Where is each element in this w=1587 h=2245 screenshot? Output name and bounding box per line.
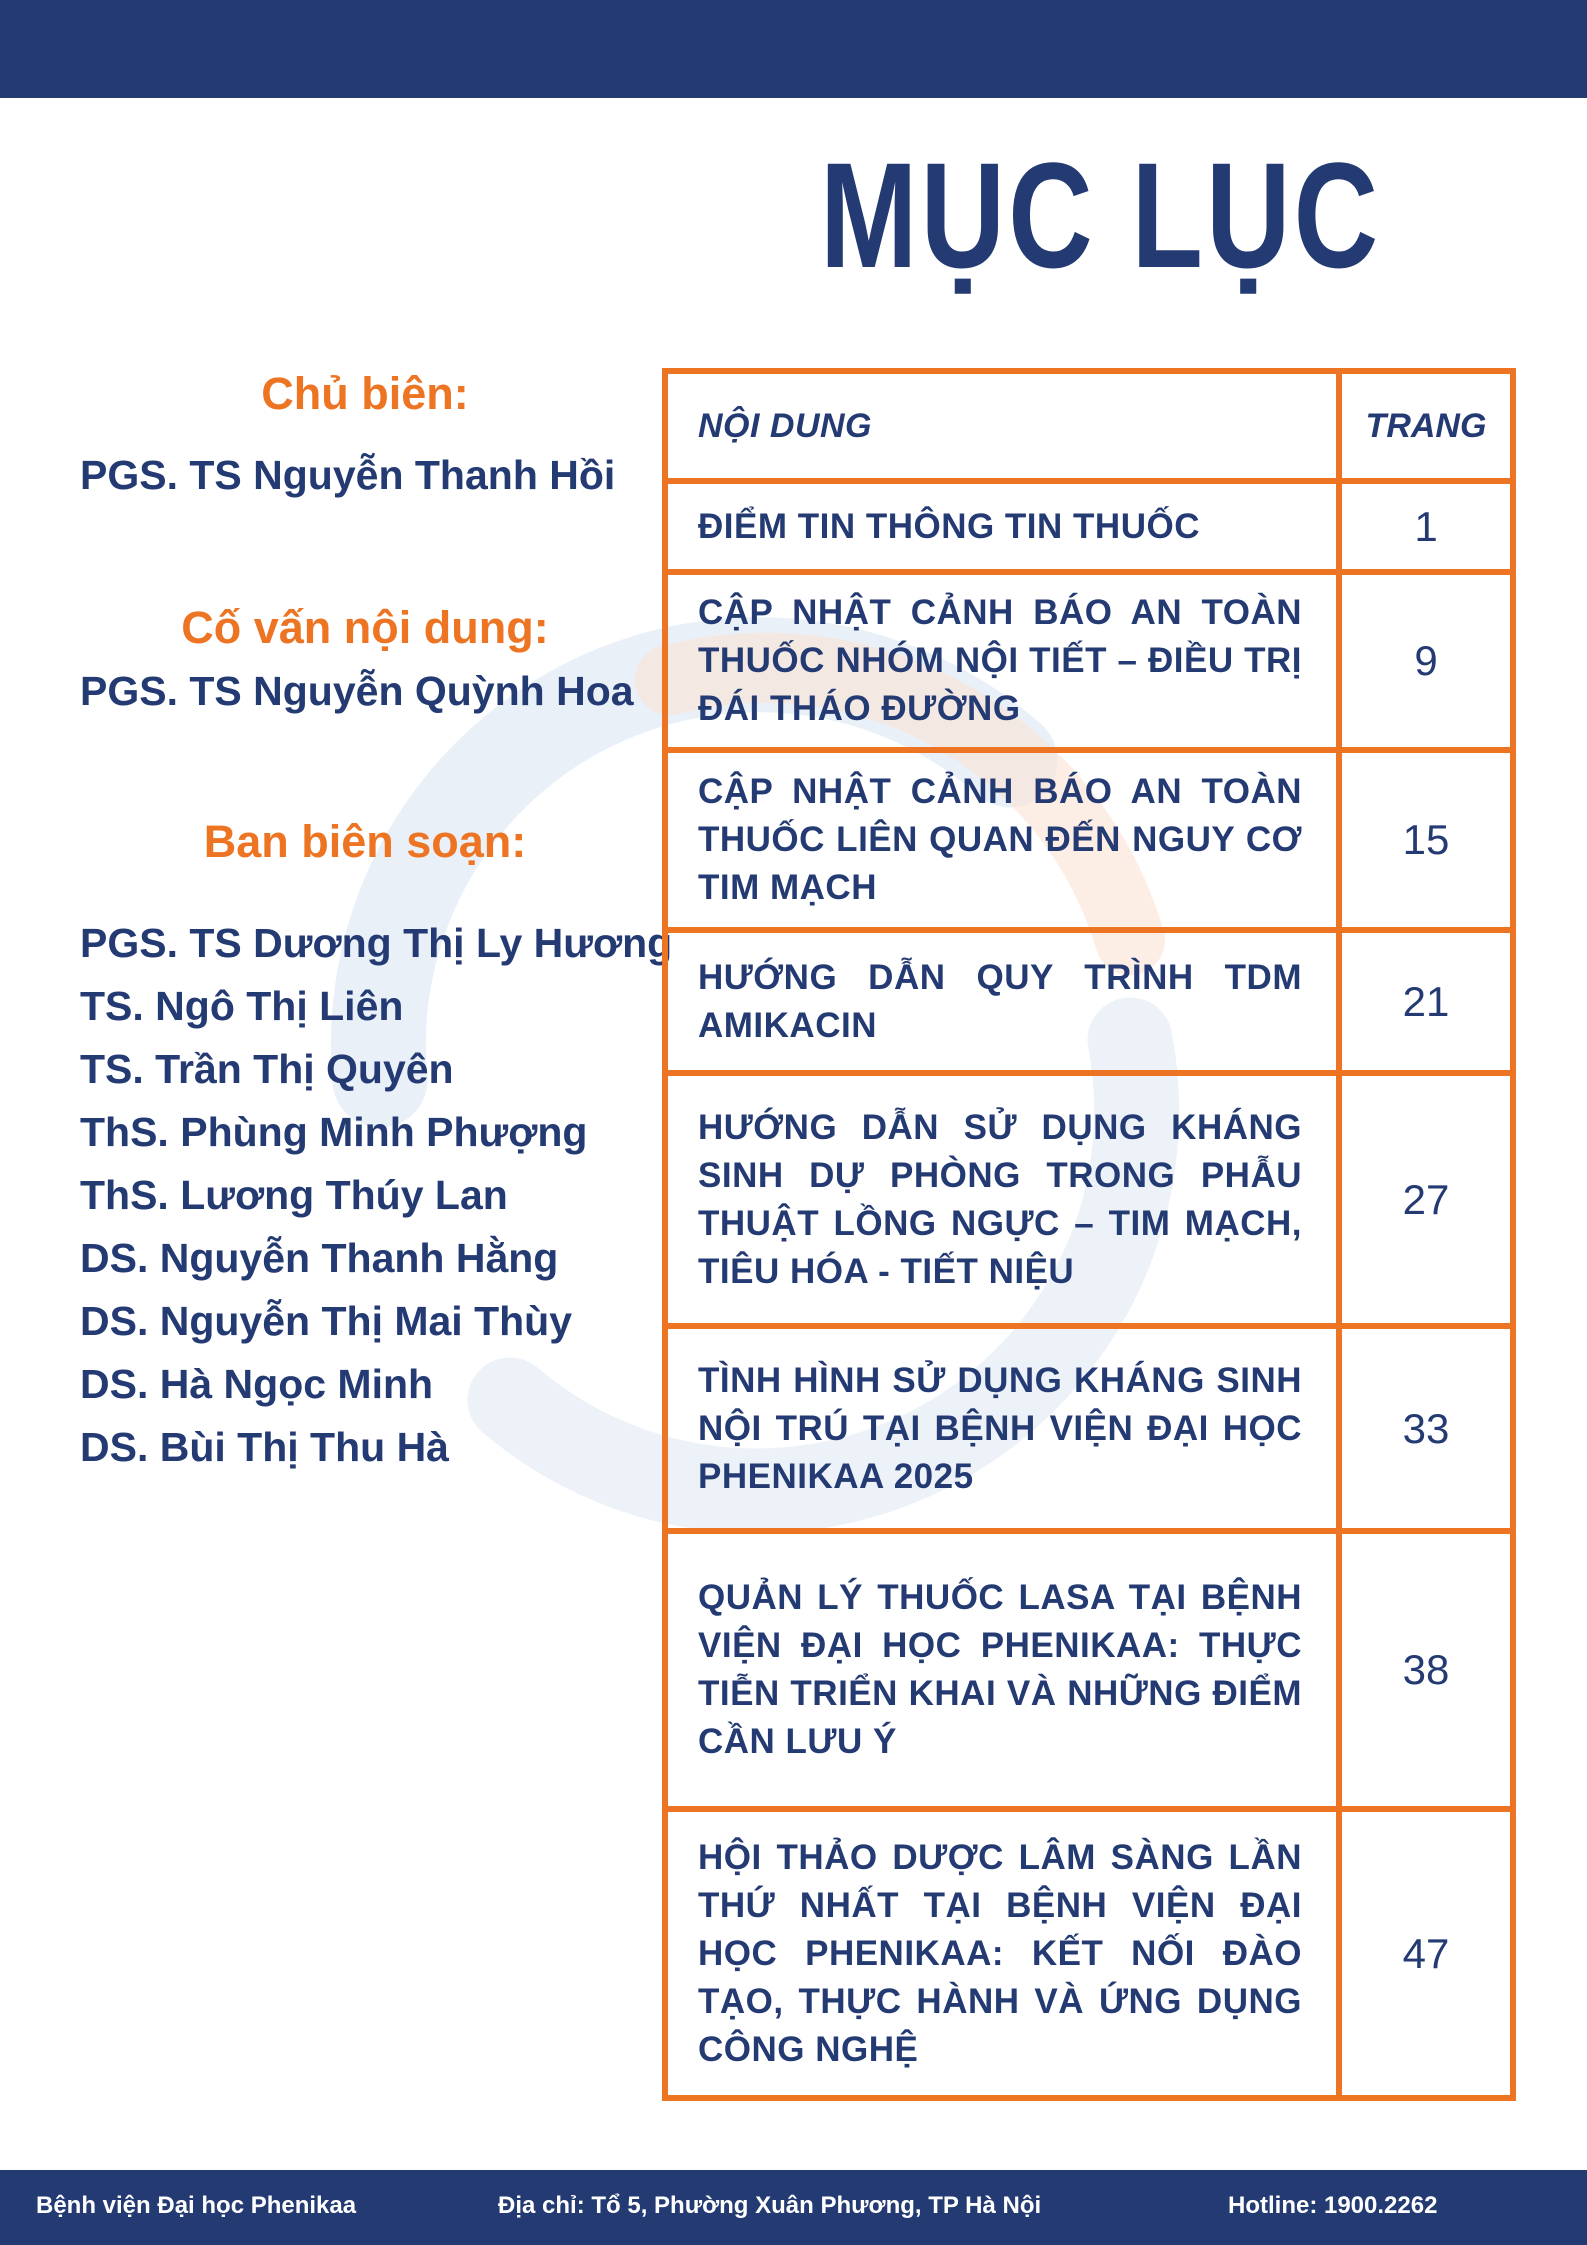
- editor-name: PGS. TS Nguyễn Thanh Hồi: [80, 452, 616, 498]
- table-row: [668, 1076, 1510, 1329]
- board-member: DS. Hà Ngọc Minh: [80, 1361, 434, 1407]
- board-member: ThS. Phùng Minh Phượng: [80, 1109, 588, 1155]
- toc-entry-title: QUẢN LÝ THUỐC LASA TẠI BỆNH VIỆN ĐẠI HỌC PHENIKAA: THỰC TIỄN TRIỂN KHAI VÀ NHỮNG ĐIỂM CẦN LƯU Ý: [698, 1578, 1302, 1761]
- col-header-content: NỘI DUNG: [698, 407, 872, 445]
- table-row: [668, 1329, 1510, 1534]
- board-member: DS. Nguyễn Thị Mai Thùy: [80, 1298, 573, 1344]
- editor-label: Chủ biên:: [261, 368, 469, 419]
- table-row: [668, 1534, 1510, 1812]
- toc-entry-page: 38: [1402, 1646, 1450, 1693]
- toc-entry-title: HƯỚNG DẪN SỬ DỤNG KHÁNG SINH DỰ PHÒNG TRONG PHẪU THUẬT LỒNG NGỰC – TIM MẠCH, TIÊU HÓA - TIẾT NIỆU: [698, 1107, 1302, 1291]
- footer-address: Địa chỉ: Tổ 5, Phường Xuân Phương, TP Hà Nội: [498, 2192, 1042, 2219]
- board-label: Ban biên soạn:: [203, 816, 527, 867]
- page-title: MỤC LỤC: [820, 131, 1382, 299]
- board-member: DS. Bùi Thị Thu Hà: [80, 1424, 449, 1470]
- table-of-contents: [662, 368, 1516, 2101]
- advisor-label: Cố vấn nội dung:: [181, 602, 549, 653]
- toc-header-content: [668, 374, 1342, 478]
- toc-entry-cell: [668, 1076, 1342, 1323]
- toc-entry-page: 9: [1414, 637, 1438, 684]
- table-row: [668, 575, 1510, 753]
- toc-entry-page: 1: [1414, 502, 1438, 550]
- toc-entry-cell: [668, 1812, 1342, 2095]
- board-member: ThS. Lương Thúy Lan: [80, 1172, 508, 1218]
- col-header-page: TRANG: [1365, 406, 1487, 445]
- toc-entry-page: 27: [1402, 1175, 1450, 1223]
- footer-hotline: Hotline: 1900.2262: [1228, 2192, 1438, 2219]
- board-member: TS. Ngô Thị Liên: [80, 983, 404, 1029]
- toc-entry-title: CẬP NHẬT CẢNH BÁO AN TOÀN THUỐC LIÊN QUAN ĐẾN NGUY CƠ TIM MẠCH: [698, 772, 1302, 907]
- toc-entry-title: HỘI THẢO DƯỢC LÂM SÀNG LẦN THỨ NHẤT TẠI BỆNH VIỆN ĐẠI HỌC PHENIKAA: KẾT NỐI ĐÀO TẠO, THỰC HÀNH VÀ ỨNG DỤNG CÔNG NGHỆ: [698, 1837, 1302, 2069]
- table-row: [668, 1812, 1510, 2095]
- footer-bar: [0, 2170, 1587, 2245]
- table-row: [668, 484, 1510, 575]
- toc-entry-cell: [668, 753, 1342, 927]
- top-banner: [0, 0, 1587, 98]
- board-member: DS. Nguyễn Thanh Hằng: [80, 1235, 559, 1281]
- toc-entry-cell: [668, 1329, 1342, 1528]
- toc-entry-cell: [668, 933, 1342, 1070]
- toc-entry-title: HƯỚNG DẪN QUY TRÌNH TDM AMIKACIN: [698, 957, 1302, 1045]
- toc-entry-cell: [668, 575, 1342, 747]
- toc-header-row: [668, 374, 1510, 484]
- table-row: [668, 933, 1510, 1076]
- toc-entry-page: 33: [1402, 1404, 1450, 1452]
- toc-entry-page: 47: [1402, 1929, 1450, 1977]
- footer-hospital-name: Bệnh viện Đại học Phenikaa: [36, 2192, 357, 2219]
- board-member: TS. Trần Thị Quyên: [80, 1046, 454, 1092]
- toc-entry-title: TÌNH HÌNH SỬ DỤNG KHÁNG SINH NỘI TRÚ TẠI BỆNH VIỆN ĐẠI HỌC PHENIKAA 2025: [698, 1360, 1302, 1496]
- toc-entry-title: CẬP NHẬT CẢNH BÁO AN TOÀN THUỐC NHÓM NỘI TIẾT – ĐIỀU TRỊ ĐÁI THÁO ĐƯỜNG: [698, 593, 1302, 728]
- advisor-name: PGS. TS Nguyễn Quỳnh Hoa: [80, 668, 634, 714]
- toc-entry-title: ĐIỂM TIN THÔNG TIN THUỐC: [698, 506, 1200, 546]
- toc-entry-cell: [668, 484, 1342, 569]
- toc-entry-page: 21: [1402, 977, 1450, 1025]
- board-member: PGS. TS Dương Thị Ly Hương: [80, 920, 673, 966]
- toc-entry-page: 15: [1402, 816, 1450, 863]
- table-row: [668, 753, 1510, 933]
- toc-entry-cell: [668, 1534, 1342, 1806]
